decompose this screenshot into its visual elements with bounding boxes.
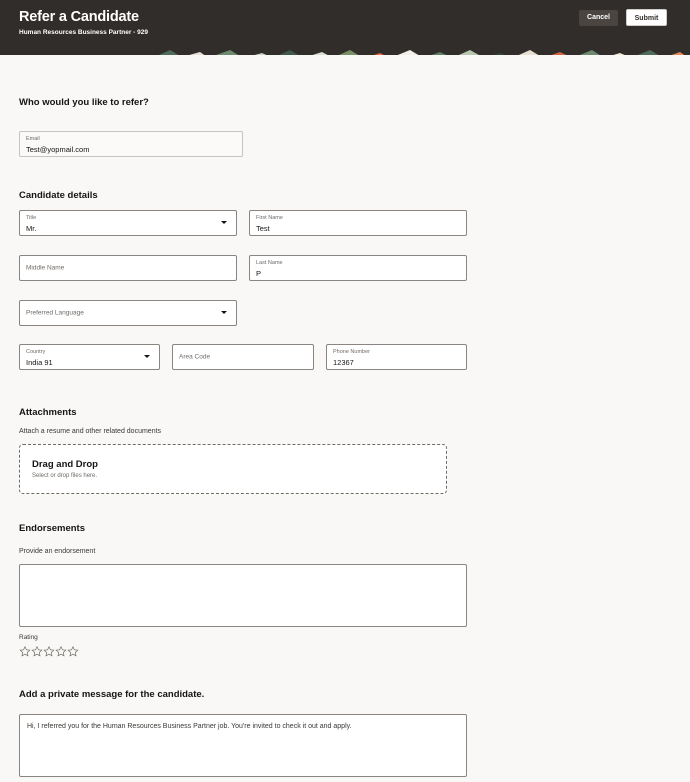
email-label: Email bbox=[26, 136, 40, 142]
phone-number-value: 12367 bbox=[333, 358, 354, 367]
star-icon[interactable] bbox=[55, 645, 67, 658]
country-value: India 91 bbox=[26, 358, 53, 367]
dropzone-title: Drag and Drop bbox=[32, 459, 98, 470]
middle-name-placeholder: Middle Name bbox=[26, 264, 65, 272]
first-name-field[interactable] bbox=[249, 210, 467, 236]
submit-button[interactable]: Submit bbox=[626, 9, 667, 26]
page-header bbox=[0, 0, 690, 46]
chevron-down-icon bbox=[144, 355, 150, 358]
rating-label: Rating bbox=[19, 634, 38, 641]
star-icon[interactable] bbox=[19, 645, 31, 658]
country-label: Country bbox=[26, 349, 46, 355]
star-icon[interactable] bbox=[43, 645, 55, 658]
page-subtitle: Human Resources Business Partner - 929 bbox=[19, 29, 148, 36]
dropzone-subtitle: Select or drop files here. bbox=[32, 473, 98, 479]
banner-pattern bbox=[0, 50, 690, 55]
last-name-field[interactable] bbox=[249, 255, 467, 281]
private-message-value: Hi, I referred you for the Human Resources Business Partner job. You're invited to check it out and apply. bbox=[27, 723, 352, 730]
middle-name-field[interactable] bbox=[19, 255, 237, 281]
star-icon[interactable] bbox=[31, 645, 43, 658]
last-name-label: Last Name bbox=[256, 260, 283, 266]
private-message-textarea[interactable] bbox=[19, 714, 467, 777]
endorsements-helper: Provide an endorsement bbox=[19, 548, 96, 555]
attachments-heading: Attachments bbox=[19, 407, 77, 418]
rating-stars[interactable] bbox=[19, 645, 79, 658]
area-code-field[interactable] bbox=[172, 344, 314, 370]
endorsements-heading: Endorsements bbox=[19, 523, 85, 534]
country-select[interactable] bbox=[19, 344, 160, 370]
chevron-down-icon bbox=[221, 221, 227, 224]
phone-number-label: Phone Number bbox=[333, 349, 370, 355]
star-icon[interactable] bbox=[67, 645, 79, 658]
page-title: Refer a Candidate bbox=[19, 9, 139, 25]
phone-number-field[interactable] bbox=[326, 344, 467, 370]
private-message-heading: Add a private message for the candidate. bbox=[19, 689, 205, 700]
decorative-banner bbox=[0, 46, 690, 55]
title-value: Mr. bbox=[26, 224, 37, 233]
email-value: Test@yopmail.com bbox=[26, 145, 90, 154]
candidate-details-heading: Candidate details bbox=[19, 190, 98, 201]
title-select[interactable] bbox=[19, 210, 237, 236]
preferred-language-select[interactable] bbox=[19, 300, 237, 326]
title-label: Title bbox=[26, 215, 37, 221]
cancel-button[interactable]: Cancel bbox=[579, 10, 618, 26]
first-name-label: First Name bbox=[256, 215, 283, 221]
preferred-language-placeholder: Preferred Language bbox=[26, 309, 84, 317]
chevron-down-icon bbox=[221, 311, 227, 314]
area-code-placeholder: Area Code bbox=[179, 353, 211, 361]
refer-heading: Who would you like to refer? bbox=[19, 97, 149, 108]
last-name-value: P bbox=[256, 269, 262, 278]
file-dropzone[interactable] bbox=[19, 444, 447, 494]
email-field[interactable] bbox=[19, 131, 243, 157]
endorsement-textarea[interactable] bbox=[19, 564, 467, 627]
first-name-value: Test bbox=[256, 224, 270, 233]
attachments-helper: Attach a resume and other related documents bbox=[19, 428, 162, 435]
